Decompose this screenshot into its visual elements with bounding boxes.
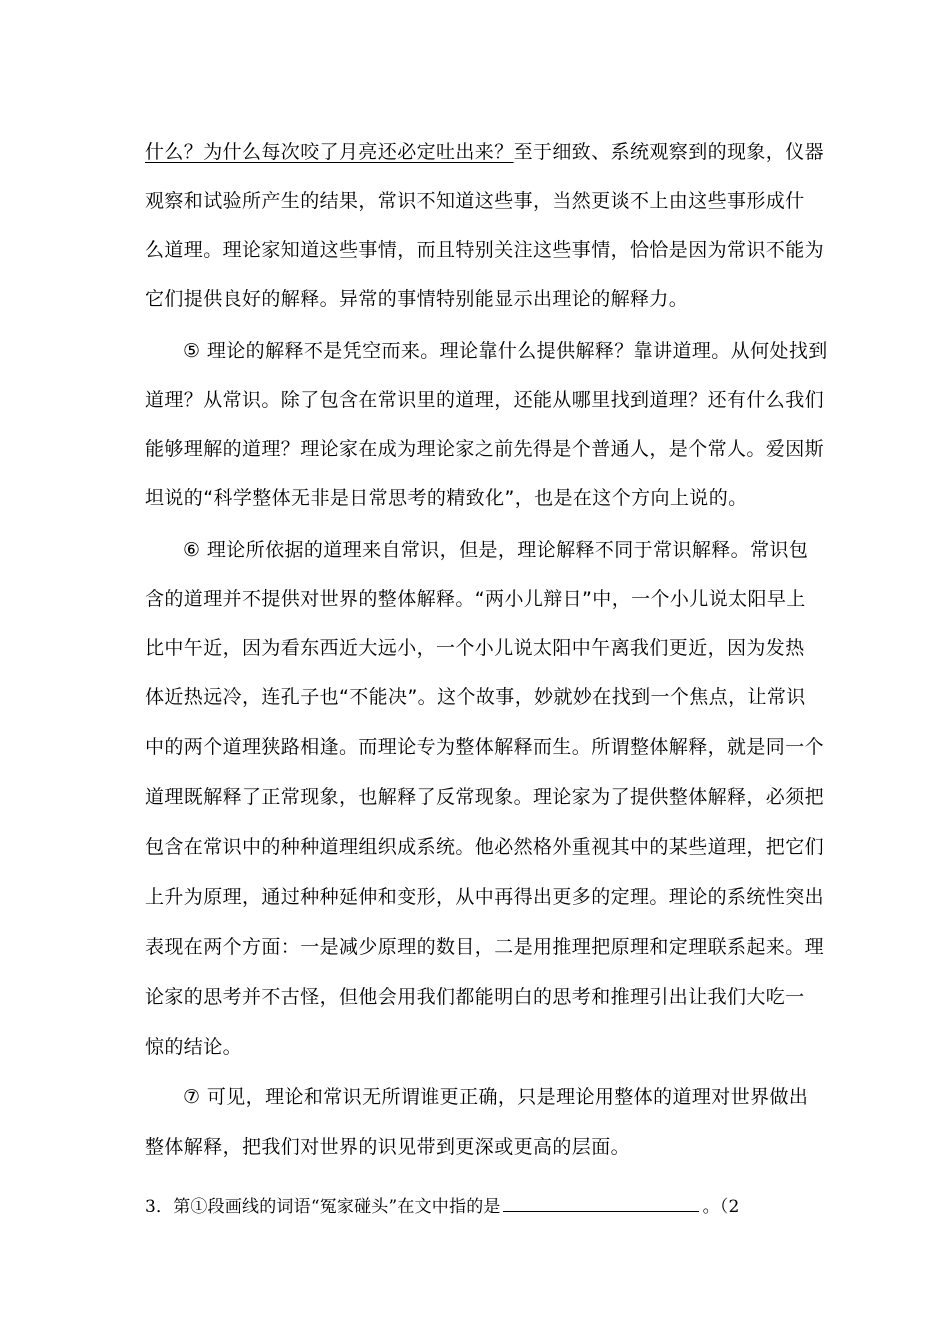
- paragraph-5-line-4: 坦说的“科学整体无非是日常思考的精致化”，也是在这个方向上说的。: [145, 487, 748, 509]
- paragraph-4-line-1-rest: 至于细致、系统观察到的现象，仪器: [513, 141, 825, 163]
- paragraph-5-line-3: 能够理解的道理？理论家在成为理论家之前先得是个普通人，是个常人。爱因斯: [145, 438, 825, 460]
- paragraph-6-line-5: 中的两个道理狭路相逢。而理论专为整体解释而生。所谓整体解释，就是同一个: [145, 736, 825, 758]
- paragraph-5-line-2: 道理？从常识。除了包含在常识里的道理，还能从哪里找到道理？还有什么我们: [145, 389, 825, 411]
- paragraph-6-line-11: 惊的结论。: [145, 1036, 243, 1058]
- paragraph-4-line-1: [145, 138, 825, 166]
- paragraph-7-line-2: 整体解释，把我们对世界的识见带到更深或更高的层面。: [145, 1136, 631, 1158]
- paragraph-7-line-1: ⑦ 可见，理论和常识无所谓谁更正确，只是理论用整体的道理对世界做出: [183, 1086, 809, 1108]
- question-3: [145, 1193, 815, 1221]
- paragraph-6-line-6: 道理既解释了正常现象，也解释了反常现象。理论家为了提供整体解释，必须把: [145, 786, 825, 808]
- paragraph-6-line-9: 表现在两个方面：一是减少原理的数目，二是用推理把原理和定理联系起来。理: [145, 936, 825, 958]
- question-3-score: 。（2: [702, 1197, 740, 1217]
- question-3-prompt: 3．第①段画线的词语“冤家碰头”在文中指的是: [145, 1197, 501, 1217]
- paragraph-4-line-2: 观察和试验所产生的结果，常识不知道这些事，当然更谈不上由这些事形成什: [145, 190, 805, 212]
- paragraph-6-line-10: 论家的思考并不古怪，但他会用我们都能明白的思考和推理引出让我们大吃一: [145, 986, 805, 1008]
- paragraph-6-line-7: 包含在常识中的种种道理组织成系统。他必然格外重视其中的某些道理，把它们: [145, 836, 825, 858]
- answer-blank[interactable]: [503, 1193, 699, 1212]
- paragraph-6-line-3: 比中午近，因为看东西近大远小，一个小儿说太阳中午离我们更近，因为发热: [145, 637, 805, 659]
- paragraph-6-line-4: 体近热远冷，连孔子也“不能决”。这个故事，妙就妙在找到一个焦点，让常识: [145, 686, 806, 708]
- underlined-phrase: 什么？为什么每次咬了月亮还必定吐出来？: [145, 141, 514, 163]
- paragraph-6-line-1: ⑥ 理论所依据的道理来自常识，但是，理论解释不同于常识解释。常识包: [183, 539, 809, 561]
- paragraph-6-line-2: 含的道理并不提供对世界的整体解释。“两小儿辩日”中，一个小儿说太阳早上: [145, 588, 806, 610]
- paragraph-4-line-4: 它们提供良好的解释。异常的事情特别能显示出理论的解释力。: [145, 288, 689, 310]
- paragraph-5-line-1: ⑤ 理论的解释不是凭空而来。理论靠什么提供解释？靠讲道理。从何处找到: [183, 340, 828, 362]
- paragraph-6-line-8: 上升为原理，通过种种延伸和变形，从中再得出更多的定理。理论的系统性突出: [145, 886, 825, 908]
- paragraph-4-line-3: 么道理。理论家知道这些事情，而且特别关注这些事情，恰恰是因为常识不能为: [145, 239, 825, 261]
